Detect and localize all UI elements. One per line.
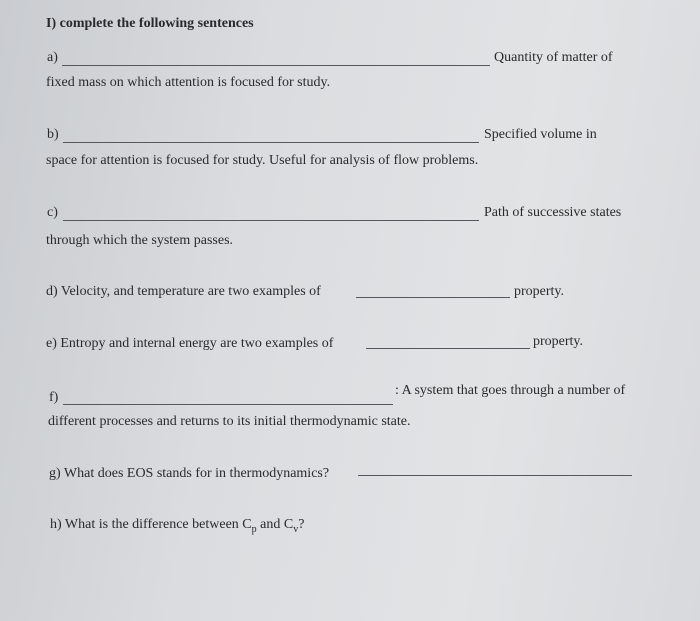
item-g-text: g) What does EOS stands for in thermodynamics? [49, 466, 330, 481]
item-b-continuation: space for attention is focused for study. Useful for analysis of flow problems. [46, 153, 479, 168]
item-g-blank[interactable] [358, 475, 632, 476]
item-c-right-text: Path of successive states [484, 205, 622, 220]
item-f-label: f) [49, 390, 59, 405]
item-e-text: e) Entropy and internal energy are two examples of [46, 336, 334, 351]
item-h-mid: and C [256, 517, 294, 532]
item-e-blank[interactable] [366, 348, 530, 349]
cv-subscript: v [293, 523, 299, 535]
item-c-label: c) [47, 205, 58, 220]
item-b-right-text: Specified volume in [484, 127, 597, 142]
item-h-text [50, 517, 304, 538]
item-c-continuation: through which the system passes. [46, 233, 234, 248]
item-b-label: b) [47, 127, 59, 142]
item-f-continuation: different processes and returns to its initial thermodynamic state. [48, 414, 411, 429]
item-b-blank[interactable] [63, 142, 479, 143]
item-h-prefix: h) What is the difference between C [50, 517, 252, 532]
item-a-right-text: Quantity of matter of [494, 50, 613, 65]
item-d-text: d) Velocity, and temperature are two examples of [46, 284, 321, 299]
section-heading: I) complete the following sentences [46, 16, 254, 31]
cp-subscript: p [251, 523, 257, 535]
item-f-blank[interactable] [63, 404, 393, 405]
item-h-suffix: ? [298, 517, 305, 532]
item-c-blank[interactable] [63, 220, 479, 221]
item-a-blank[interactable] [62, 65, 490, 66]
item-e-suffix: property. [533, 334, 584, 349]
item-a-label: a) [47, 50, 58, 65]
item-d-suffix: property. [514, 284, 565, 299]
item-a-continuation: fixed mass on which attention is focused for study. [46, 75, 331, 90]
item-f-right-text: : A system that goes through a number of [395, 383, 626, 398]
item-d-blank[interactable] [356, 297, 510, 298]
